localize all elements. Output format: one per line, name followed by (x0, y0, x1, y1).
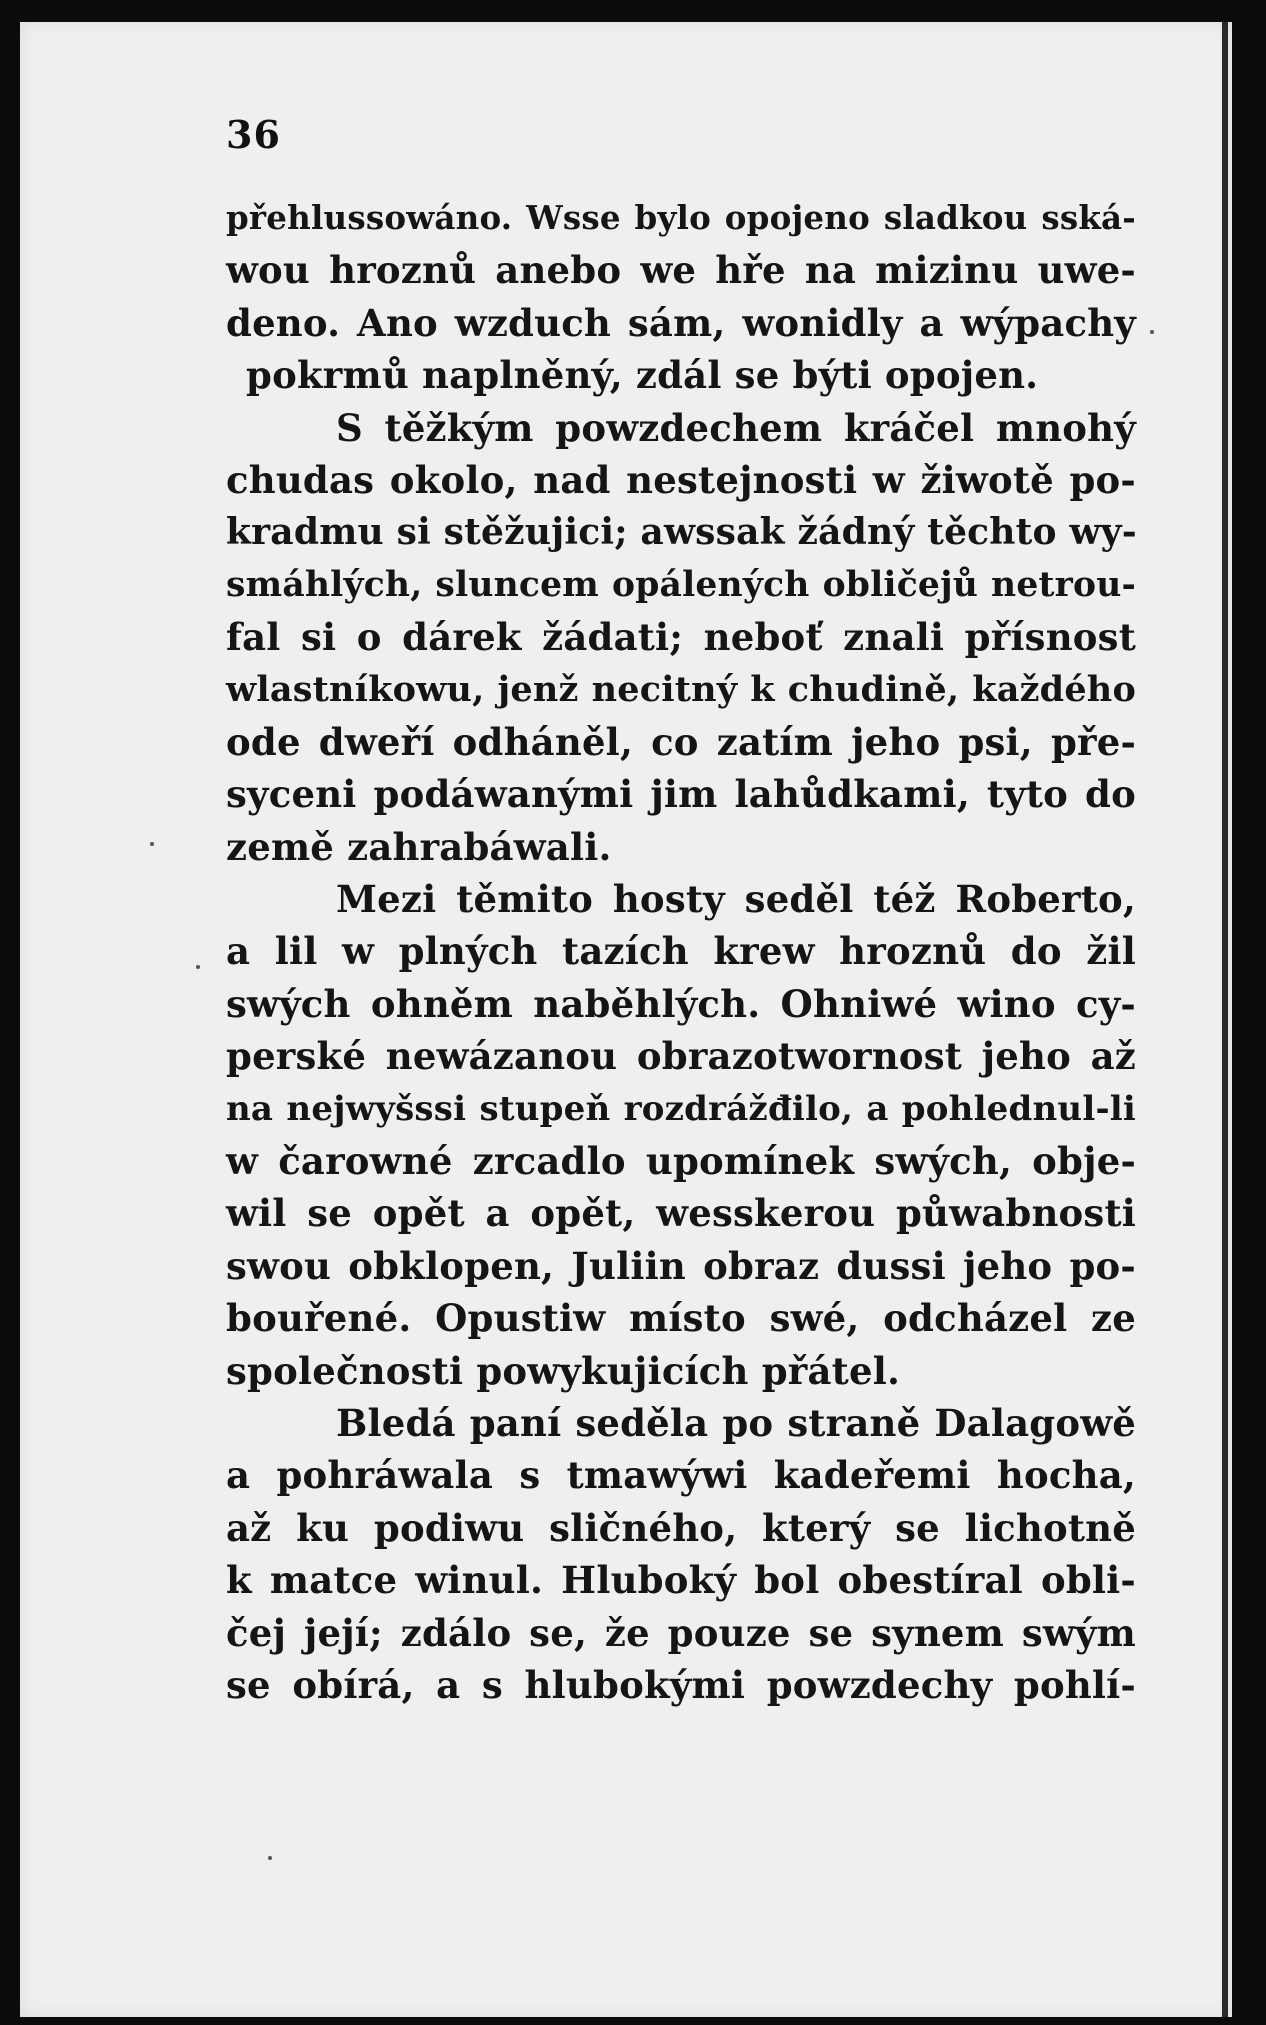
text-line: kradmu si stěžujici; awssak žádný těchto wy- (226, 511, 1137, 554)
paragraph-start-line: Mezi těmito hosty seděl též Roberto, (336, 877, 1136, 922)
right-page-edge-shadow (1222, 22, 1228, 2017)
text-line: swou obklopen, Juliin obraz dussi jeho po- (226, 1243, 1136, 1288)
paragraph-start-line: Bledá paní seděla po straně Dalagowě (336, 1400, 1136, 1445)
text-line: bouřené. Opustiw místo swé, odcházel ze (226, 1296, 1136, 1341)
text-line: společnosti powykujicích přátel. (226, 1348, 901, 1393)
text-line: wil se opět a opět, wesskerou půwabnosti (226, 1191, 1136, 1236)
text-line: až ku podiwu sličného, který se lichotně (226, 1505, 1136, 1550)
text-line: a pohráwala s tmawýwi kadeřemi hocha, (226, 1453, 1136, 1498)
scan-speck (196, 965, 200, 969)
scan-speck (150, 842, 154, 846)
text-line: přehlussowáno. Wsse bylo opojeno sladkou sská- (226, 198, 1136, 237)
top-scan-border (0, 0, 1266, 22)
text-line: ode dweří odháněl, co zatím jeho psi, pře- (226, 719, 1136, 764)
text-line: smáhlých, sluncem opálených obličejů netrou- (226, 564, 1136, 605)
text-line: k matce winul. Hluboký bol obestíral obli- (226, 1558, 1136, 1603)
scan-speck (268, 1856, 272, 1860)
text-line: čej její; zdálo se, že pouze se synem swým (226, 1610, 1136, 1655)
text-line: wlastníkowu, jenž necitný k chudině, každého (226, 668, 1136, 710)
text-line: se obírá, a s hlubokými powzdechy pohlí- (226, 1662, 1136, 1707)
text-line: perské newázanou obrazotwornost jeho až (226, 1034, 1136, 1079)
text-line: chudas okolo, nad nestejnosti w žiwotě po- (226, 457, 1136, 502)
left-scan-border (0, 0, 20, 2025)
right-scan-border (1232, 0, 1266, 2025)
text-line: pokrmů naplněný, zdál se býti opojen. (246, 353, 1039, 398)
text-line: fal si o dárek žádati; neboť znali přísnost (226, 615, 1136, 660)
paragraph-start-line: S těžkým powzdechem kráčel mnohý (336, 405, 1136, 450)
text-line: a lil w plných tazích krew hroznů do žil (226, 929, 1136, 974)
body-text (226, 192, 1136, 1711)
text-line: wou hroznů anebo we hře na mizinu uwe- (226, 248, 1136, 293)
text-line: syceni podáwanými jim lahůdkami, tyto do (226, 772, 1136, 817)
page-number: 36 (226, 112, 281, 157)
text-line: země zahrabáwali. (226, 824, 612, 869)
text-line: na nejwyšssi stupeň rozdrážđilo, a pohlednul-li (226, 1088, 1136, 1129)
bottom-scan-border (0, 2017, 1266, 2025)
scan-speck (1150, 330, 1154, 334)
text-line: w čarowné zrcadlo upomínek swých, obje- (226, 1139, 1136, 1184)
text-line: swých ohněm naběhlých. Ohniwé wino cy- (226, 981, 1136, 1026)
text-line: deno. Ano wzduch sám, wonidly a wýpachy (226, 300, 1136, 345)
